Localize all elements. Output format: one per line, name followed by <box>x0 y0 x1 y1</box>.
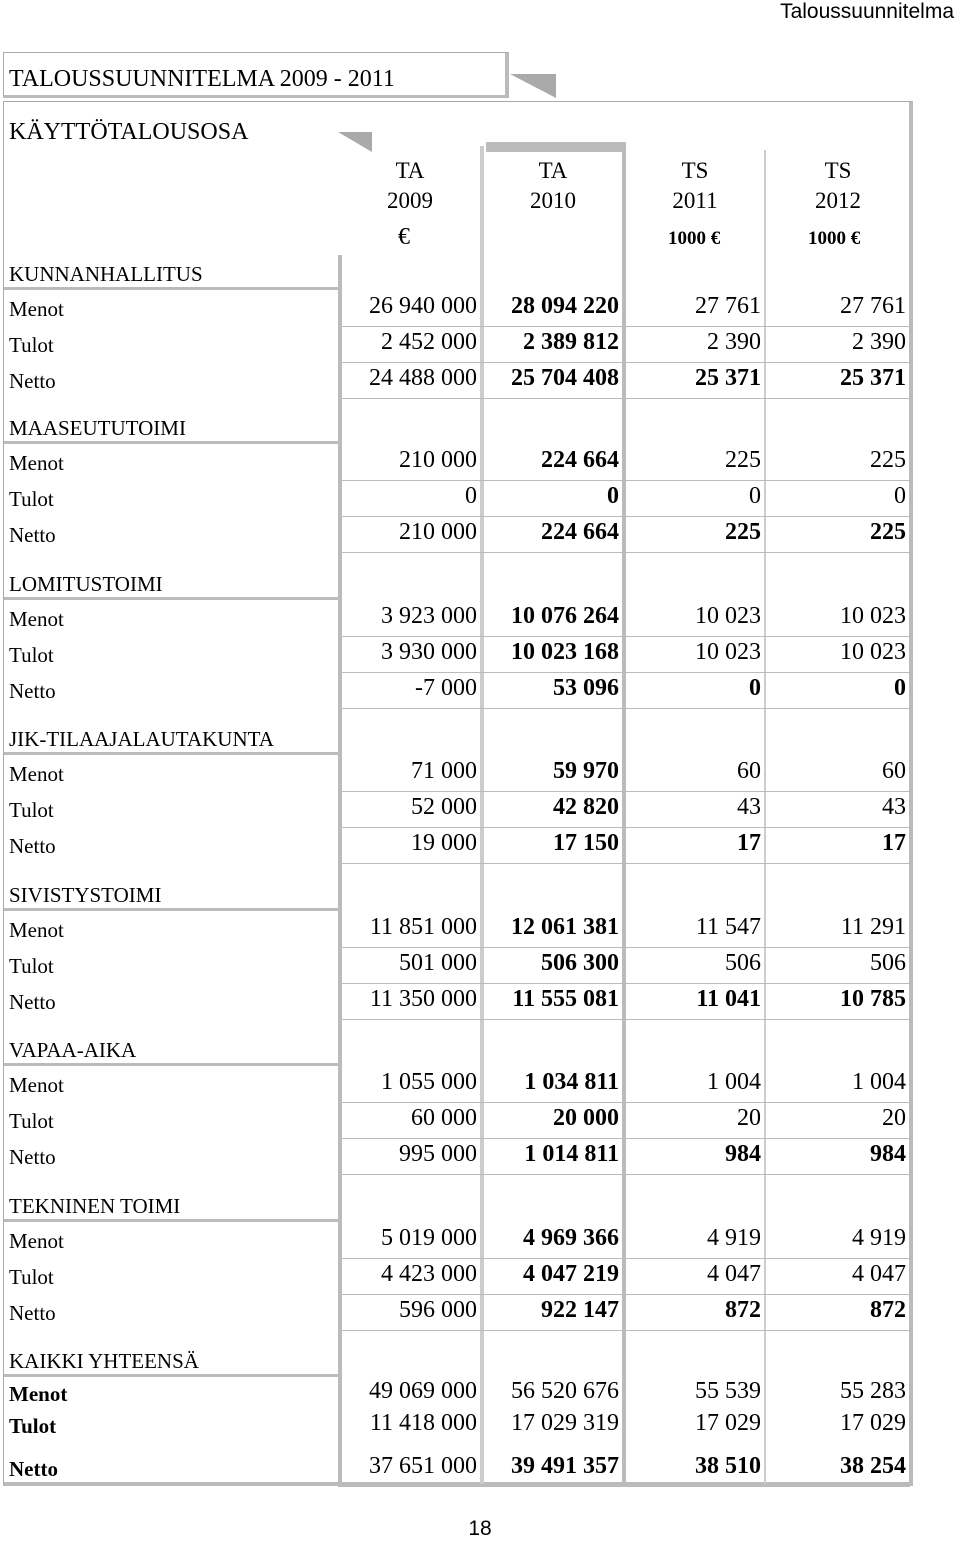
cell-value: 225 <box>725 447 761 473</box>
cell-value: 60 <box>882 758 906 784</box>
cell-value: 1 055 000 <box>381 1069 477 1095</box>
section-header <box>4 258 338 290</box>
table-row <box>0 1410 960 1444</box>
table-row <box>0 603 960 637</box>
row-divider <box>338 480 910 481</box>
row-divider <box>338 1258 910 1259</box>
table-row <box>0 758 960 792</box>
table-row <box>0 447 960 481</box>
cell-value: 995 000 <box>399 1141 477 1167</box>
table-row <box>0 914 960 948</box>
row-label: Menot <box>9 1382 68 1406</box>
row-divider <box>338 1330 910 1331</box>
section-underline <box>4 908 338 911</box>
section-underline <box>4 1063 338 1066</box>
row-label: Tulot <box>9 643 54 667</box>
cell-value: 55 539 <box>695 1378 761 1404</box>
cell-value: 71 000 <box>411 758 477 784</box>
row-divider <box>338 983 910 984</box>
section-underline <box>4 1219 338 1222</box>
table-row <box>0 483 960 517</box>
cell-value: 56 520 676 <box>511 1378 619 1404</box>
section-name: LOMITUSTOIMI <box>9 572 163 596</box>
cell-value: 506 <box>725 950 761 976</box>
row-divider <box>338 827 910 828</box>
section-name: SIVISTYSTOIMI <box>9 883 162 907</box>
column-header-ta2009: TA 2009 <box>387 158 433 213</box>
cell-value: 42 820 <box>553 794 619 820</box>
row-divider <box>338 672 910 673</box>
cell-value: 53 096 <box>553 675 619 701</box>
row-label: Netto <box>9 1457 58 1481</box>
cell-value: 20 <box>882 1105 906 1131</box>
section-title: KÄYTTÖTALOUSOSA <box>9 119 249 145</box>
cell-value: 60 000 <box>411 1105 477 1131</box>
cell-value: 17 <box>882 830 906 856</box>
row-label: Tulot <box>9 487 54 511</box>
cell-value: 2 390 <box>852 329 906 355</box>
table-row <box>0 1105 960 1139</box>
cell-value: 225 <box>725 519 761 545</box>
cell-value: 10 023 <box>840 603 906 629</box>
unit-label-2009: € <box>398 224 410 250</box>
section-header <box>4 1034 338 1066</box>
cell-value: 596 000 <box>399 1297 477 1323</box>
document-title: TALOUSSUUNNITELMA 2009 - 2011 <box>9 66 395 92</box>
table-row <box>0 1453 960 1487</box>
cell-value: 10 785 <box>840 986 906 1012</box>
cell-value: 10 023 168 <box>511 639 619 665</box>
cell-value: 10 023 <box>695 639 761 665</box>
cell-value: 19 000 <box>411 830 477 856</box>
table-row <box>0 365 960 399</box>
cell-value: 52 000 <box>411 794 477 820</box>
cell-value: 39 491 357 <box>511 1453 619 1479</box>
cell-value: 49 069 000 <box>369 1378 477 1404</box>
section-name: MAASEUTUTOIMI <box>9 416 186 440</box>
cell-value: 4 047 <box>707 1261 761 1287</box>
cell-value: 38 510 <box>695 1453 761 1479</box>
cell-value: 3 930 000 <box>381 639 477 665</box>
cell-value: 225 <box>870 447 906 473</box>
section-underline <box>4 287 338 290</box>
cell-value: 17 <box>737 830 761 856</box>
cell-value: 4 047 219 <box>523 1261 619 1287</box>
table-row <box>0 293 960 327</box>
cell-value: 59 970 <box>553 758 619 784</box>
cell-value: 3 923 000 <box>381 603 477 629</box>
row-label: Tulot <box>9 1109 54 1133</box>
row-label: Tulot <box>9 1414 57 1438</box>
cell-value: 224 664 <box>541 519 619 545</box>
row-label: Tulot <box>9 333 54 357</box>
cell-value: 2 452 000 <box>381 329 477 355</box>
cell-value: 4 047 <box>852 1261 906 1287</box>
cell-value: 26 940 000 <box>369 293 477 319</box>
row-label: Netto <box>9 679 56 703</box>
cell-value: 24 488 000 <box>369 365 477 391</box>
cell-value: 11 291 <box>840 914 906 940</box>
cell-value: 0 <box>749 675 761 701</box>
section-header <box>4 879 338 911</box>
cell-value: 28 094 220 <box>511 293 619 319</box>
row-divider <box>338 1138 910 1139</box>
cell-value: 55 283 <box>840 1378 906 1404</box>
row-divider <box>338 1294 910 1295</box>
cell-value: 17 029 <box>840 1410 906 1436</box>
cell-value: 501 000 <box>399 950 477 976</box>
cell-value: 4 919 <box>852 1225 906 1251</box>
row-label: Tulot <box>9 954 54 978</box>
cell-value: 4 969 366 <box>523 1225 619 1251</box>
column-header-bevel <box>486 142 626 152</box>
row-label: Menot <box>9 1229 64 1253</box>
cell-value: 2 390 <box>707 329 761 355</box>
table-row <box>0 1297 960 1331</box>
row-label: Netto <box>9 990 56 1014</box>
cell-value: 10 076 264 <box>511 603 619 629</box>
cell-value: 17 029 <box>695 1410 761 1436</box>
row-label: Netto <box>9 834 56 858</box>
cell-value: 27 761 <box>695 293 761 319</box>
unit-label-2011: 1000 € <box>668 228 721 249</box>
section-name: TEKNINEN TOIMI <box>9 1194 181 1218</box>
row-label: Netto <box>9 1145 56 1169</box>
row-label: Menot <box>9 918 64 942</box>
cell-value: 11 418 000 <box>369 1410 477 1436</box>
row-divider <box>338 398 910 399</box>
row-divider <box>338 708 910 709</box>
cell-value: -7 000 <box>415 675 477 701</box>
cell-value: 60 <box>737 758 761 784</box>
section-underline <box>4 441 338 444</box>
cell-value: 984 <box>870 1141 906 1167</box>
row-divider <box>338 791 910 792</box>
section-underline <box>4 752 338 755</box>
cell-value: 210 000 <box>399 519 477 545</box>
cell-value: 11 555 081 <box>512 986 619 1012</box>
cell-value: 4 423 000 <box>381 1261 477 1287</box>
table-row <box>0 675 960 709</box>
row-label: Tulot <box>9 1265 54 1289</box>
row-divider <box>338 636 910 637</box>
row-label: Menot <box>9 1073 64 1097</box>
cell-value: 38 254 <box>840 1453 906 1479</box>
section-header <box>4 1345 338 1377</box>
cell-value: 0 <box>749 483 761 509</box>
cell-value: 43 <box>882 794 906 820</box>
cell-value: 210 000 <box>399 447 477 473</box>
cell-value: 984 <box>725 1141 761 1167</box>
cell-value: 25 371 <box>695 365 761 391</box>
cell-value: 872 <box>870 1297 906 1323</box>
row-label: Netto <box>9 369 56 393</box>
column-header-ts2011: TS 2011 <box>672 158 718 213</box>
row-label: Menot <box>9 297 64 321</box>
cell-value: 25 704 408 <box>511 365 619 391</box>
column-header-ta2010: TA 2010 <box>530 158 576 213</box>
section-header <box>4 412 338 444</box>
section-header <box>4 1190 338 1222</box>
row-label: Menot <box>9 451 64 475</box>
table-row <box>0 1261 960 1295</box>
cell-value: 12 061 381 <box>511 914 619 940</box>
running-header: Taloussuunnitelma <box>780 0 954 23</box>
subtitle-bevel <box>338 132 372 152</box>
section-name: KUNNANHALLITUS <box>9 262 203 286</box>
table-row <box>0 1378 960 1412</box>
cell-value: 1 004 <box>707 1069 761 1095</box>
row-divider <box>338 1019 910 1020</box>
cell-value: 11 547 <box>695 914 761 940</box>
cell-value: 17 150 <box>553 830 619 856</box>
cell-value: 5 019 000 <box>381 1225 477 1251</box>
table-row <box>0 830 960 864</box>
cell-value: 10 023 <box>840 639 906 665</box>
cell-value: 11 851 000 <box>369 914 477 940</box>
cell-value: 17 029 319 <box>511 1410 619 1436</box>
section-header <box>4 568 338 600</box>
row-divider <box>338 1174 910 1175</box>
row-divider <box>338 326 910 327</box>
section-name: JIK-TILAAJALAUTAKUNTA <box>9 727 274 751</box>
cell-value: 11 350 000 <box>369 986 477 1012</box>
cell-value: 4 919 <box>707 1225 761 1251</box>
cell-value: 922 147 <box>541 1297 619 1323</box>
table-row <box>0 1225 960 1259</box>
cell-value: 1 004 <box>852 1069 906 1095</box>
cell-value: 10 023 <box>695 603 761 629</box>
cell-value: 0 <box>894 483 906 509</box>
column-header-ts2012: TS 2012 <box>815 158 861 213</box>
section-underline <box>4 1374 338 1377</box>
row-divider <box>338 552 910 553</box>
table-row <box>0 639 960 673</box>
table-row <box>0 1141 960 1175</box>
table-row <box>0 329 960 363</box>
table-row <box>0 950 960 984</box>
table-row <box>0 519 960 553</box>
row-divider <box>338 516 910 517</box>
cell-value: 1 014 811 <box>524 1141 619 1167</box>
row-label: Tulot <box>9 798 54 822</box>
section-underline <box>4 597 338 600</box>
cell-value: 43 <box>737 794 761 820</box>
title-bevel <box>510 74 556 98</box>
cell-value: 2 389 812 <box>523 329 619 355</box>
cell-value: 0 <box>465 483 477 509</box>
cell-value: 0 <box>607 483 619 509</box>
table-row <box>0 794 960 828</box>
section-name: KAIKKI YHTEENSÄ <box>9 1349 199 1373</box>
cell-value: 25 371 <box>840 365 906 391</box>
page-number: 18 <box>468 1517 492 1540</box>
section-name: VAPAA-AIKA <box>9 1038 137 1062</box>
section-header <box>4 723 338 755</box>
cell-value: 872 <box>725 1297 761 1323</box>
cell-value: 11 041 <box>696 986 761 1012</box>
cell-value: 225 <box>870 519 906 545</box>
row-label: Menot <box>9 762 64 786</box>
row-label: Netto <box>9 1301 56 1325</box>
cell-value: 506 300 <box>541 950 619 976</box>
cell-value: 224 664 <box>541 447 619 473</box>
table-row <box>0 1069 960 1103</box>
cell-value: 506 <box>870 950 906 976</box>
cell-value: 1 034 811 <box>524 1069 619 1095</box>
row-divider <box>338 1102 910 1103</box>
row-divider <box>338 947 910 948</box>
cell-value: 0 <box>894 675 906 701</box>
cell-value: 20 000 <box>553 1105 619 1131</box>
row-divider <box>338 362 910 363</box>
table-row <box>0 986 960 1020</box>
row-divider <box>338 863 910 864</box>
row-divider <box>338 1486 910 1487</box>
cell-value: 27 761 <box>840 293 906 319</box>
unit-label-2012: 1000 € <box>808 228 861 249</box>
row-label: Netto <box>9 523 56 547</box>
cell-value: 37 651 000 <box>369 1453 477 1479</box>
row-label: Menot <box>9 607 64 631</box>
cell-value: 20 <box>737 1105 761 1131</box>
